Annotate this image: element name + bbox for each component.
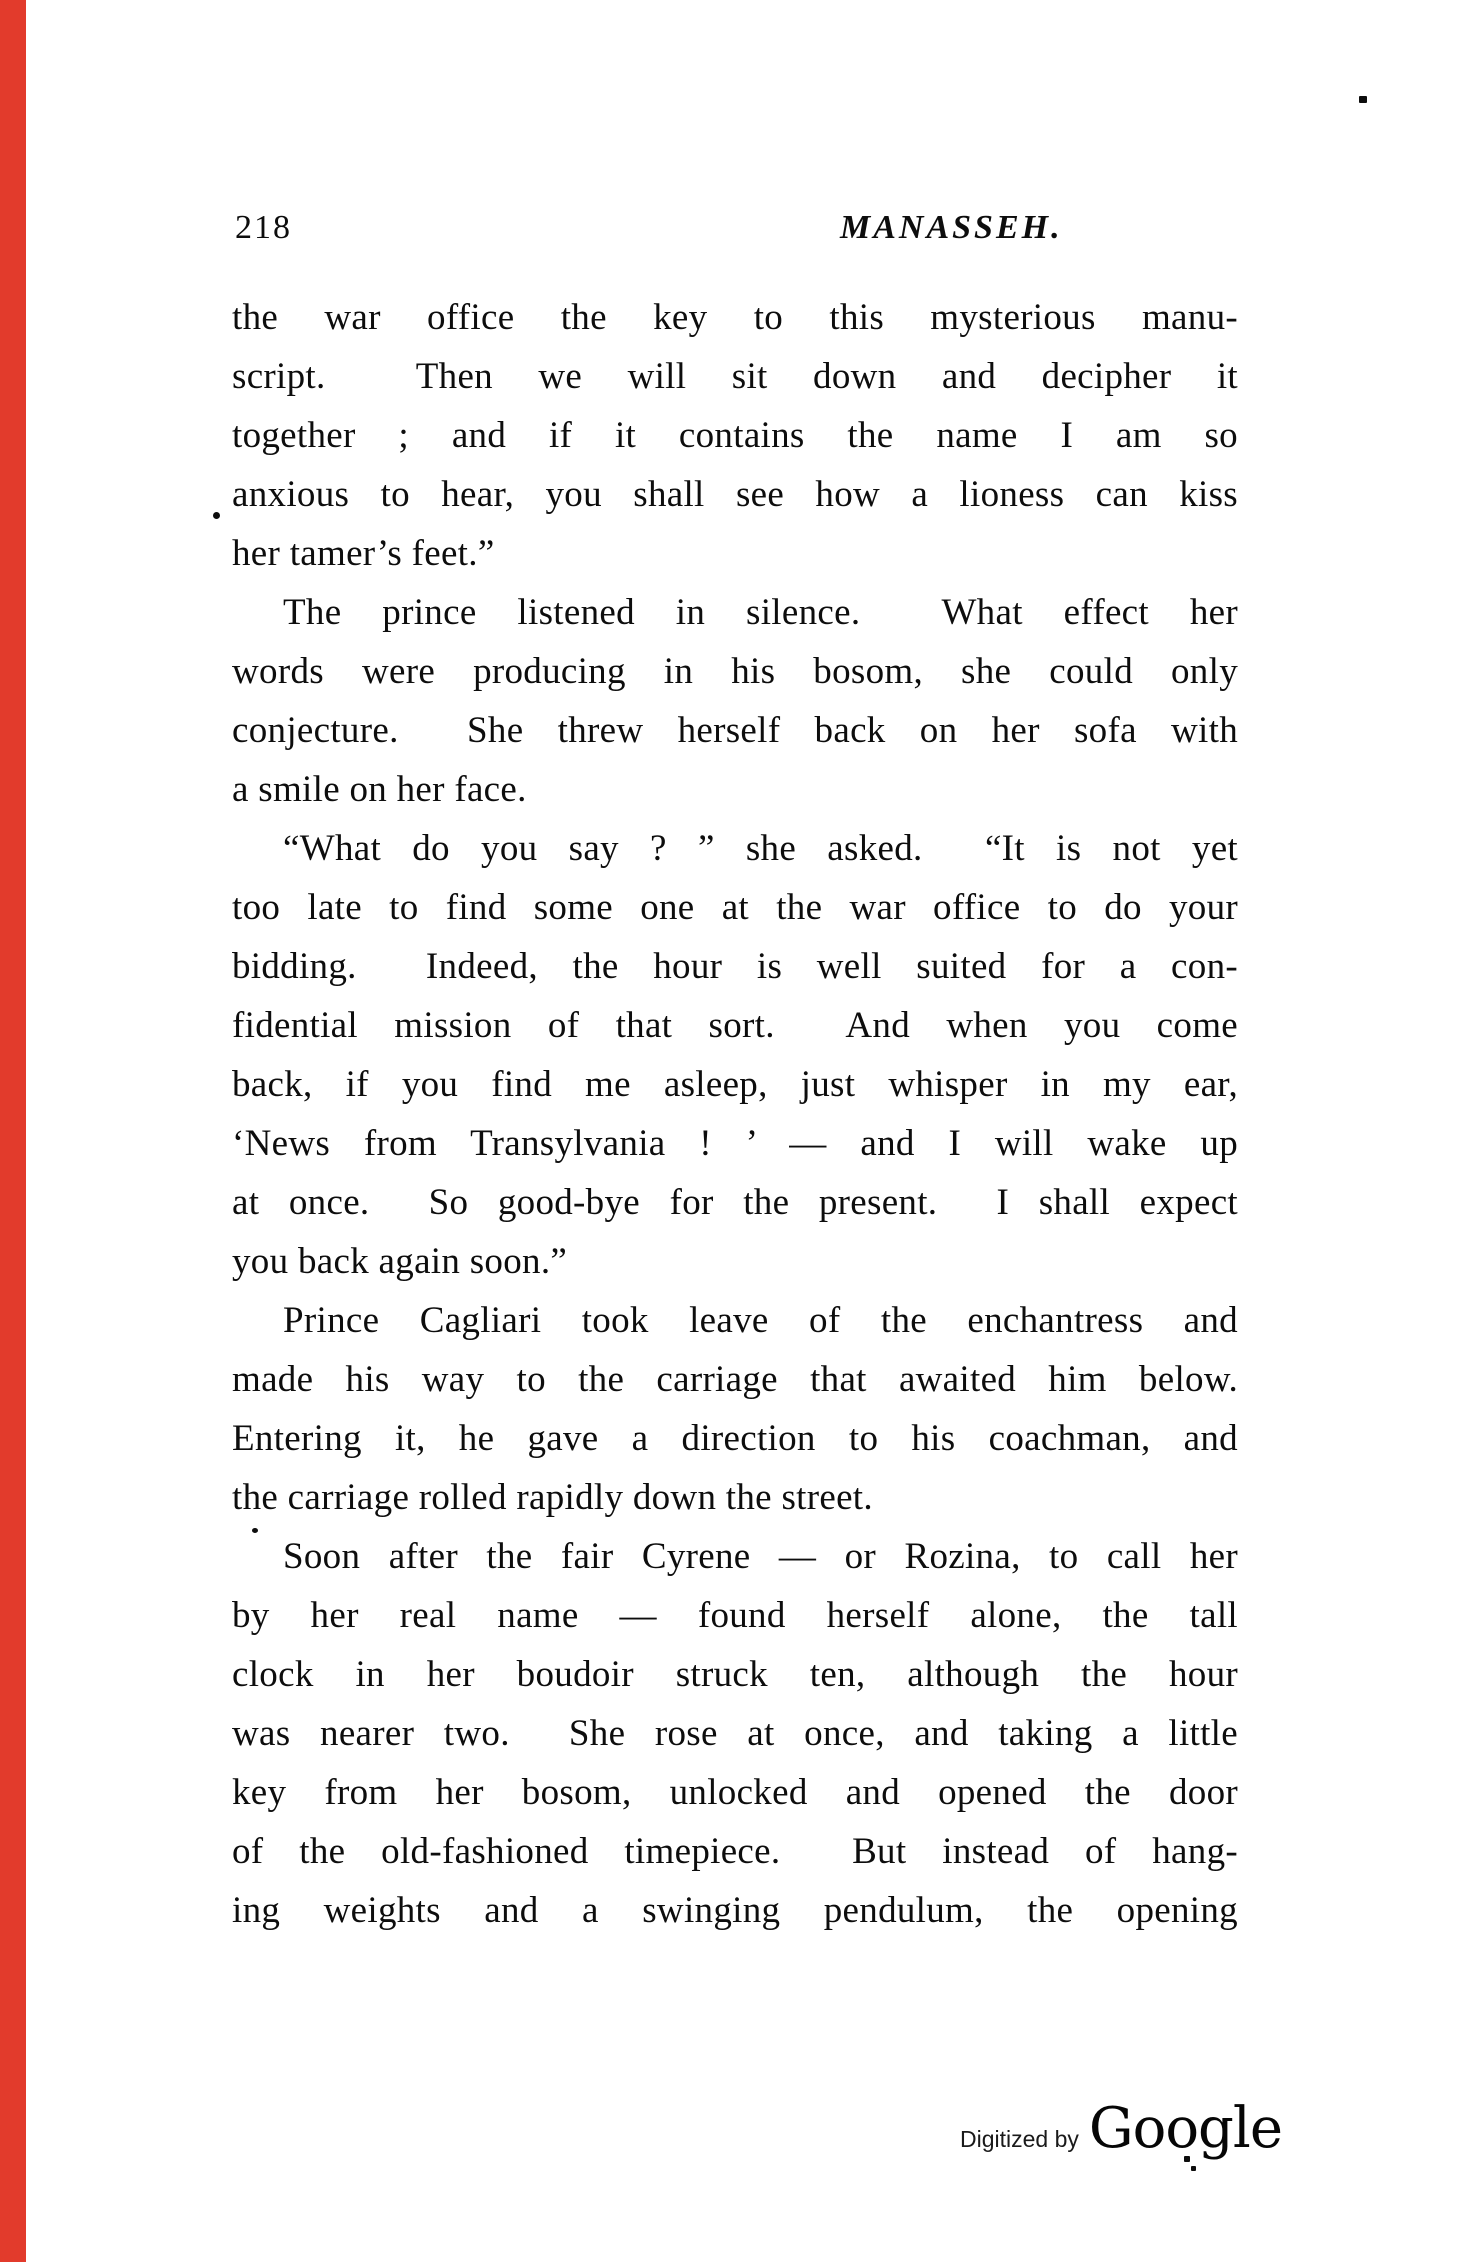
text-line: words were producing in his bosom, she could only	[232, 651, 1238, 692]
text-line: at once. So good-bye for the present. I shall expect	[232, 1182, 1238, 1223]
ink-speck	[1191, 2166, 1196, 2171]
ink-speck	[1359, 96, 1367, 103]
text-line: ing weights and a swinging pendulum, the opening	[232, 1890, 1238, 1931]
text-line: The prince listened in silence. What effect her	[283, 592, 1238, 633]
text-line: clock in her boudoir struck ten, although the hour	[232, 1654, 1238, 1695]
text-line: made his way to the carriage that awaited him below.	[232, 1359, 1238, 1400]
text-line: ‘News from Transylvania ! ’ — and I will wake up	[232, 1123, 1238, 1164]
text-line: the war office the key to this mysterious manu-	[232, 297, 1238, 338]
text-line: of the old-fashioned timepiece. But instead of hang-	[232, 1831, 1238, 1872]
text-line: Prince Cagliari took leave of the enchantress and	[283, 1300, 1238, 1341]
text-line: too late to find some one at the war office to do your	[232, 887, 1238, 928]
text-line: “What do you say ? ” she asked. “It is not yet	[283, 828, 1238, 869]
text-line: her tamer’s feet.”	[232, 533, 495, 574]
book-edge-strip	[0, 0, 26, 2262]
text-line: the carriage rolled rapidly down the street.	[232, 1477, 873, 1518]
text-line: key from her bosom, unlocked and opened the door	[232, 1772, 1238, 1813]
text-line: was nearer two. She rose at once, and taking a little	[232, 1713, 1238, 1754]
text-line: fidential mission of that sort. And when you come	[232, 1005, 1238, 1046]
text-line: you back again soon.”	[232, 1241, 568, 1282]
digitized-by-label: Digitized by	[960, 2126, 1079, 2152]
body-text	[232, 288, 1238, 1940]
text-line: Soon after the fair Cyrene — or Rozina, to call her	[283, 1536, 1238, 1577]
text-line: script. Then we will sit down and decipher it	[232, 356, 1238, 397]
text-line: by her real name — found herself alone, the tall	[232, 1595, 1238, 1636]
text-line: conjecture. She threw herself back on her sofa with	[232, 710, 1238, 751]
digitized-watermark	[960, 2096, 1282, 2161]
running-title: MANASSEH.	[840, 209, 1063, 246]
page-number: 218	[235, 209, 292, 246]
google-logo: Google	[1088, 2096, 1282, 2161]
text-line: bidding. Indeed, the hour is well suited for a con-	[232, 946, 1238, 987]
ink-speck	[213, 512, 220, 519]
text-line: anxious to hear, you shall see how a lioness can kiss	[232, 474, 1238, 515]
text-line: back, if you find me asleep, just whisper in my ear,	[232, 1064, 1238, 1105]
text-line: a smile on her face.	[232, 769, 527, 810]
running-header	[232, 205, 1238, 251]
text-line: together ; and if it contains the name I am so	[232, 415, 1238, 456]
text-line: Entering it, he gave a direction to his coachman, and	[232, 1418, 1238, 1459]
